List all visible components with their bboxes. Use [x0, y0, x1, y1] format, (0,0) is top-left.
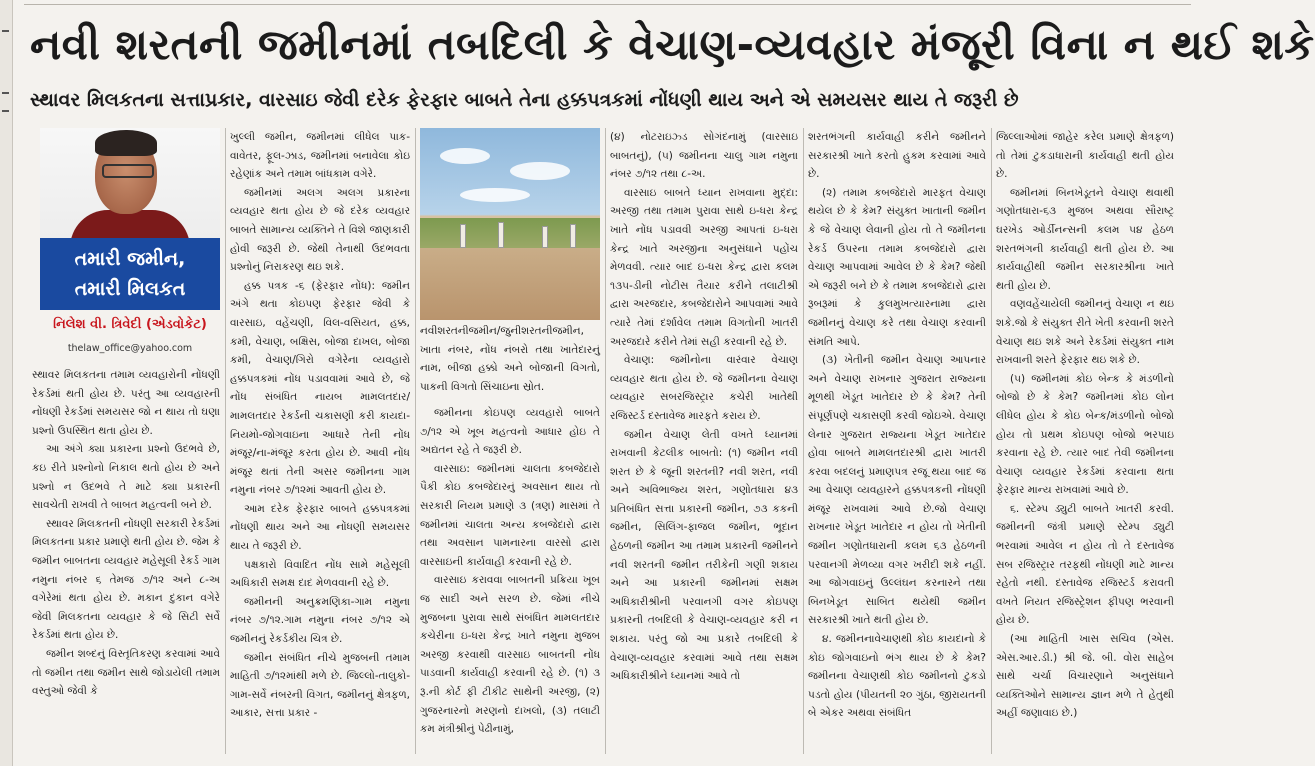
article-column-6: [996, 128, 1174, 760]
column-title-box: [40, 238, 220, 310]
paragraph: જમીન શબ્દનું વિસ્તૃતિકરણ કરવામાં આવે તો જમીન તથા જમીન સાથે જોડાયેલી તમામ વસ્તુઓ જેવી કે: [32, 647, 220, 698]
paragraph: જમીન સંબંધિત નીચે મુજબની તમામ માહિતી ૭/૧૨માંથી મળે છે. જિલ્લો-તાલુકો-ગામ-સર્વે નંબરની વિગત, જમીનનું ક્ષેત્રફળ, આકાર, સત્તા પ્રકાર -: [230, 651, 410, 720]
author-box: [40, 128, 220, 358]
column-divider: [803, 128, 804, 754]
column-title-line2: તમારી મિલકત: [74, 278, 186, 300]
paragraph: જમીન વેચાણ લેતી વખતે ધ્યાનમાં રાખવાની કેટલીક બાબતો: (૧) જમીન નવી શરત છે કે જૂની શરતની? નવી શરત, નવી અને અવિભાજ્ય શરત, ગણોતધારા ૪૩ પ્રતિબંધિત સત્તા પ્રકારની જમીન, ૭૩ કકની જમીન, સિલિંગ-ફાજલ જમીન, ભૂદાન હેઠળની જમીન આ તમામ પ્રકારની જમીનને નવી શરતની જમીન તરીકેની ગણી શકાય અને આ પ્રકારની જમીનમાં સક્ષમ અધિકારીશ્રીની પરવાનગી વગર કોઇપણ પ્રકારની તબદિલી કે વેચાણ-વ્યવહાર કરી ન શકાય. પરંતુ જો આ પ્રકારે તબદિલી કે વેચાણ-વ્યવહાર કરવામાં આવે તથા સક્ષમ અધિકારીશ્રીને ધ્યાનમાં આવે તો: [610, 428, 798, 683]
paragraph: જમીનમાં અલગ અલગ પ્રકારના વ્યવહાર થતા હોય છે જે દરેક વ્યવહાર બાબતે સામાન્ય વ્યક્તિને તે વિશે જાણકારી હોવી જરૂરી છે. જેથી તેનાથી ઉદભવતા પ્રશ્નોનું નિરાકરણ થઇ શકે.: [230, 186, 410, 274]
paragraph: સ્થાવર મિલકતના તમામ વ્યવહારોની નોંધણી રેકર્ડમાં થતી હોય છે. પરંતુ આ વ્યવહારની નોંધણી રેકર્ડમાં સમયસર જો ન થાય તો ઘણા પ્રશ્નો ઉપસ્થિત થતા હોય છે.: [32, 369, 220, 437]
paragraph: ખુલ્લી જમીન, જમીનમાં લીધેલ પાક-વાવેતર, ફૂલ-ઝાડ, જમીનમાં બનાવેલા કોઇ રહેણાંક અને તમામ બાંધકામ વગેરે.: [230, 131, 410, 181]
paragraph: આ અંગે ક્યા પ્રકારના પ્રશ્નો ઉદભવે છે, કઇ રીતે પ્રશ્નોનો નિકાલ થતો હોય છે અને પ્રશ્નો ન ઉદભવે તે માટે ક્યા પ્રકારની સાવચેતી રાખવી તે બાબત મહત્વની બને છે.: [32, 443, 220, 512]
article-column-1: [32, 366, 220, 758]
paragraph: (આ માહિતી ખાસ સચિવ (એસ. એસ.આર.ડી.) શ્રી જે. બી. વોરા સાહેબ સાથે ચર્ચા વિચારણાને અનુસંધાને વ્યક્તિઓને સામાન્ય જ્ઞાન મળે તે હેતુથી અહીં જણાવાઇ છે.): [996, 633, 1174, 720]
article-column-4: [610, 128, 798, 760]
headline: નવી શરતની જમીનમાં તબદિલી કે વેચાણ-વ્યવહાર મંજૂરી વિના ન થઈ શકે: [30, 20, 1315, 69]
author-name: નિલેશ વી. ત્રિવેદી (એડવોકેટ): [53, 317, 207, 332]
column-divider: [415, 128, 416, 754]
column-divider: [605, 128, 606, 754]
top-rule: [24, 4, 1191, 5]
subheadline: સ્થાવર મિલકતના સત્તાપ્રકાર, વારસાઇ જેવી દરેક ફેરફાર બાબતે તેના હક્કપત્રકમાં નોંધણી થાય અને એ સમયસર થાય તે જરૂરી છે: [30, 89, 1019, 111]
paragraph: પક્ષકારો વિવાદિત નોંધ સામે મહેસૂલી અધિકારી સમક્ષ દાદ મેળવવાની રહે છે.: [230, 558, 410, 590]
paragraph: વારસાઇ બાબતે ધ્યાન રાખવાના મુદ્દા: અરજી તથા તમામ પુરાવા સાથે ઇ-ધરા કેન્દ્ર ખાતે નોંધ પડાવવી અરજી આપતાં ઇ-ધરા કેન્દ્ર ખાતે અરજીના અનુસંધાને પહોંચ મેળવવી. ત્યાર બાદ ઇ-ધરા કેન્દ્ર દ્વારા કલમ ૧૩૫-ડીની નોટીસ તૈયાર કરીને તલાટીશ્રી દ્વારા અરજદાર, કબજેદારોને આપવામાં આવે ત્યારે તેમાં દર્શાવેલ તમામ વિગતોની ખાતરી અરજદારે કરીને તેમાં સહી કરવાની રહે છે.: [610, 186, 798, 348]
land-photo: [420, 128, 600, 320]
paragraph: જમીનની અનુક્રમણિકા-ગામ નમુના નંબર ૭/૧૨.ગામ નમુના નંબર ૭/૧૨ એ જમીનનું રેકર્ડકીય ચિત્ર છે.: [230, 595, 410, 646]
paragraph: ૪. જમીનનાવેચાણથી કોઇ કાયદાનો કે કોઇ જોગવાઇનો ભંગ થાય છે કે કેમ? જમીનના વેચાણથી કોઇ જમીનનો ટુકડો પડતો હોય (પીયતની ૨૦ ગુંઠા, જીરાયતની બે એકર અથવા સંબંધિત: [808, 633, 986, 720]
paragraph: આમ દરેક ફેરફાર બાબતે હક્કપત્રકમાં નોંધણી થાય અને આ નોંધણી સમયસર થાય તે જરૂરી છે.: [230, 502, 410, 553]
paragraph: સ્થાવર મિલકતની નોંધણી સરકારી રેકર્ડમાં મિલકતના પ્રકાર પ્રમાણે થતી હોય છે. જેમ કે જમીન બાબતના વ્યવહાર મહેસૂલી રેકર્ડ ગામ નમુના નંબર ૬ તેમજ ૭/૧૨ અને ૮-અ વગેરેમાં થતા હોય છે. મકાન દુકાન વગેરે જેવી મિલકતના વ્યવહાર કે જે સિટી સર્વે રેકર્ડમાં થતા હોય છે.: [32, 517, 220, 642]
article-column-3: [420, 404, 600, 758]
paragraph: (૫) જમીનમાં કોઇ બેન્ક કે મંડળીનો બોજો છે કે કેમ? જમીનમાં કોઇ લોન લીધેલ હોય કે કોઇ બેન્ક/મંડળીનો બોજો હોય તો પ્રથમ કોઇપણ બોજો ભરપાઇ કરવાના રહે છે. ત્યાર બાદ તેવી જમીનના વેચાણ વ્યવહાર રેકર્ડમાં કરવાના થતા ફેરફાર માન્ય રાખવામાં આવે છે.: [996, 372, 1174, 497]
paragraph: વણવહેંચાયેલી જમીનનું વેચાણ ન થઇ શકે.જો કે સંયુક્ત રીતે ખેતી કરવાની શરતે વેચાણ થઇ શકે અને રેકર્ડમાં સંયુક્ત નામ રાખવાની શરતે ફેરફાર થઇ શકે છે.: [996, 298, 1174, 367]
photo-caption: નવીશરતનીજમીન/જુનીશરતનીજમીન, ખાતા નંબર, નોંધ નંબરો તથા ખાતેદારનું નામ, બીજા હક્કો અને બોજાની વિગતો, પાકની વિગતો સિંચાઇના સ્રોત.: [420, 325, 600, 393]
column-divider: [225, 128, 226, 754]
paragraph: વારસાઇ: જમીનમાં ચાલતા કબજેદારો પૈકી કોઇ કબજેદારનું અવસાન થાય તો સરકારી નિયમ પ્રમાણે ૩ (ત્રણ) માસમાં તે જમીનમાં ચાલતા અન્ય કબજેદારો દ્વારા તથા અવસાન પામનારના વારસો દ્વારા વારસાઇની કાર્યવાહી કરવાની રહે છે.: [420, 462, 600, 568]
column-title-line1: તમારી જમીન,: [74, 248, 186, 270]
paragraph: ૬. સ્ટેમ્પ ડ્યુટી બાબતે ખાતરી કરવી. જમીનની જંત્રી પ્રમાણે સ્ટેમ્પ ડ્યુટી ભરવામાં આવેલ ન હોય તો તે દસ્તાવેજ સબ રજિસ્ટ્રાર તરફથી નોંધણી માટે માન્ય રહેતો નથી. દસ્તાવેજ રજિસ્ટર્ડ કરાવતી વખતે નિયત રજિસ્ટ્રેશન ફીપણ ભરવાની હોય છે.: [996, 502, 1174, 627]
article-column-5: [808, 128, 986, 760]
paragraph: જમીનના કોઇપણ વ્યવહારો બાબતે ૭/૧૨ એ ખૂબ મહત્વનો આધાર હોઇ તે અદ્યતન રહે તે જરૂરી છે.: [420, 407, 600, 457]
paragraph: શરતભંગની કાર્યવાહી કરીને જમીનને સરકારશ્રી ખાતે કરતો હુકમ કરવામાં આવે છે.: [808, 131, 986, 181]
left-page-edge: [0, 0, 13, 766]
paragraph: (૨) તમામ કબજેદારો મારફત વેચાણ થયેલ છે કે કેમ? સંયુક્ત ખાતાની જમીન કે જે વેચાણ લેવાની હોય તો તે જમીનના રેકર્ડ ઉપરના તમામ કબજેદારો દ્વારા વેચાણ આપવામાં આવેલ છે કે કેમ? જેથી એ જરૂરી બને છે કે તમામ કબજેદારો દ્વારા રૂબરૂમાં કે કુલમુખત્યારનામા દ્વારા જમીનનું વેચાણ કરે તથા વેચાણ કરવાની સંમતિ આપે.: [808, 186, 986, 348]
author-email: thelaw_office@yahoo.com: [67, 343, 193, 354]
paragraph: વારસાઇ કરાવવા બાબતની પ્રક્રિયા ખૂબ જ સાદી અને સરળ છે. જેમાં નીચે મુજબના પુરાવા સાથે સંબંધિત મામલતદાર કચેરીના ઇ-ધરા કેન્દ્ર ખાતે નમુના મુજબ અરજી કરવાથી વારસાઇ બાબતની નોંધ પાડવાની કાર્યવાહી કરવાની રહે છે. (૧) ૩ રૂ.ની કોર્ટ ફી ટીકીટ સાથેની અરજી, (૨) ગુજરનારનો મરણનો દાખલો, (૩) તલાટી કમ મંત્રીશ્રીનું પેઢીનામું,: [420, 574, 600, 736]
paragraph: વેચાણ: જમીનોના વારંવાર વેચાણ વ્યવહાર થતા હોય છે. જે જમીનના વેચાણ વ્યવહાર સબરજિસ્ટ્રાર કચેરી ખાતેથી રજિસ્ટર્ડ દસ્તાવેજ મારફતે કરાય છે.: [610, 354, 798, 422]
column-divider: [991, 128, 992, 754]
paragraph: (૩) ખેતીની જમીન વેચાણ આપનાર અને વેચાણ રાખનાર ગુજરાત રાજ્યના મૂળથી ખેડૂત ખાતેદાર છે કે કેમ? તેની સંપૂર્ણપણે ચકાસણી કરવી જોઇએ. વેચાણ લેનાર ગુજરાત રાજ્યના ખેડૂત ખાતેદાર હોવા બાબતે મામલતદારશ્રી દ્વારા ખાતરી કરવા બદલનું પ્રમાણપત્ર રજૂ થયા બાદ જ આ વેચાણ વ્યવહારને હક્કપત્રકની નોંધણી મંજૂર રાખવામાં આવે છે.જો વેચાણ રાખનાર ખેડૂત ખાતેદાર ન હોય તો ખેતીની જમીન ગણોતધારાની કલમ ૬૩ હેઠળની પરવાનગી મેળવ્યા વગર ખરીદી શકે નહીં. આ જોગવાઇનું ઉલ્લંઘન કરનારને તથા બિનખેડૂત સાબિત થયેથી જમીન સરકારશ્રી ખાતે થતી હોય છે.: [808, 354, 986, 627]
paragraph: જિલ્લાઓમાં જાહેર કરેલ પ્રમાણે ક્ષેત્રફળ) તો તેમાં ટુકડાધારાની કાર્યવાહી થતી હોય છે.: [996, 131, 1174, 181]
author-photo: [40, 128, 220, 248]
paragraph: જમીનમાં બિનખેડૂતને વેચાણ થવાથી ગણોતધારા-૬૩ મુજબ અથવા સૌરાષ્ટ્ર ઘરખેડ ઓર્ડીનન્સની કલમ ૫૪ હેઠળ શરતભંગની કાર્યવાહી થતી હોય છે. આ કાર્યવાહીથી જમીન સરકારશ્રીના ખાતે થતી હોય છે.: [996, 186, 1174, 292]
paragraph: હક્ક પત્રક -૬ (ફેરફાર નોંધ): જમીન અંગે થતા કોઇપણ ફેરફાર જેવી કે વારસાઇ, વહેંચણી, વિલ-વસિયત, હક્ક, કમી, વેચાણ, બક્ષિસ, બોજા દાખલ, બોજા કમી, વેચાણ/ગિરો વગેરેના વ્યવહારો હક્કપત્રકમાં નોંધ પડાવવામાં આવે છે, જે નોંધ સંબંધિત નાયબ મામલતદાર/મામલતદાર રેકર્ડની ચકાસણી કરી કાયદા-નિયમો-જોગવાઇના આધારે તેની નોંધ મંજૂર/ના-મંજૂર કરતા હોય છે. આવી નોંધ મંજૂર થતાં તેની અસર જમીનના ગામ નમુના નંબર ૭/૧૨માં આવતી હોય છે.: [230, 279, 410, 497]
article-column-2: [230, 128, 410, 760]
paragraph: (૪) નોટરાઇઝ્ડ સોગંદનામું (વારસાઇ બાબતનું), (૫) જમીનના ચાલુ ગામ નમુના નંબર ૭/૧૨ તથા ૮-અ.: [610, 131, 798, 181]
